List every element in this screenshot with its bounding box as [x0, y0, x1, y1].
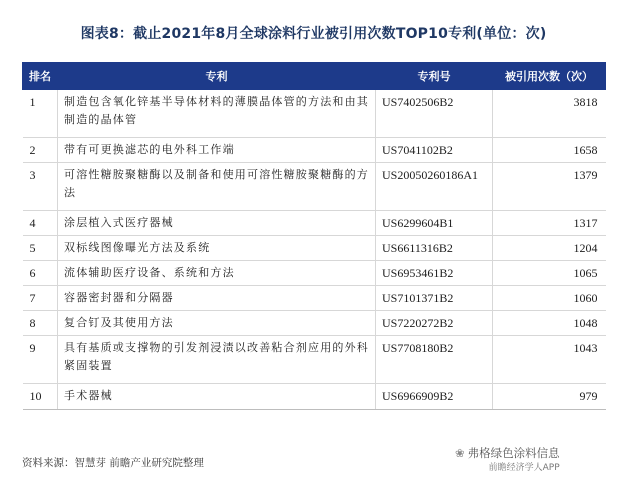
- citation-count-cell: 1043: [493, 336, 606, 384]
- table-row: [23, 286, 606, 311]
- rank-cell: 5: [23, 236, 58, 261]
- table-row: [23, 90, 606, 138]
- header-rank: 排名: [23, 63, 58, 90]
- patent-number-cell: US7402506B2: [376, 90, 493, 138]
- rank-cell: 9: [23, 336, 58, 384]
- patent-name-cell: 制造包含氧化锌基半导体材料的薄膜晶体管的方法和由其制造的晶体管: [58, 90, 376, 138]
- patent-name-cell: 复合钉及其使用方法: [58, 311, 376, 336]
- header-citation-count: 被引用次数（次）: [493, 63, 606, 90]
- patent-name-cell: 流体辅助医疗设备、系统和方法: [58, 261, 376, 286]
- patent-number-cell: US7708180B2: [376, 336, 493, 384]
- watermark-badge: [452, 445, 563, 473]
- citation-count-cell: 1658: [493, 138, 606, 163]
- citation-count-cell: 1204: [493, 236, 606, 261]
- citation-count-cell: 1048: [493, 311, 606, 336]
- source-note: 资料来源：智慧芽 前瞻产业研究院整理: [22, 457, 204, 469]
- patent-name-cell: 涂层植入式医疗器械: [58, 211, 376, 236]
- citation-count-cell: 1065: [493, 261, 606, 286]
- table-row: [23, 261, 606, 286]
- citation-count-cell: 3818: [493, 90, 606, 138]
- table-row: [23, 138, 606, 163]
- rank-cell: 7: [23, 286, 58, 311]
- rank-cell: 1: [23, 90, 58, 138]
- patent-number-cell: US6953461B2: [376, 261, 493, 286]
- wechat-icon: ❀: [455, 446, 465, 460]
- watermark-sub: 前瞻经济学人APP: [488, 463, 560, 473]
- table-row: [23, 311, 606, 336]
- rank-cell: 4: [23, 211, 58, 236]
- table-row: [23, 211, 606, 236]
- rank-cell: 10: [23, 384, 58, 410]
- patent-name-cell: 可溶性糖胺聚糖酶以及制备和使用可溶性糖胺聚糖酶的方法: [58, 163, 376, 211]
- patent-number-cell: US6611316B2: [376, 236, 493, 261]
- patent-number-cell: US7101371B2: [376, 286, 493, 311]
- rank-cell: 3: [23, 163, 58, 211]
- citation-count-cell: 1060: [493, 286, 606, 311]
- citation-count-cell: 1379: [493, 163, 606, 211]
- header-patent-number: 专利号: [376, 63, 493, 90]
- citation-count-cell: 1317: [493, 211, 606, 236]
- table-row: [23, 384, 606, 410]
- patent-name-cell: 双标线图像曝光方法及系统: [58, 236, 376, 261]
- patent-name-cell: 具有基质或支撑物的引发剂浸渍以改善粘合剂应用的外科紧固装置: [58, 336, 376, 384]
- patent-name-cell: 手术器械: [58, 384, 376, 410]
- patent-name-cell: 容器密封器和分隔器: [58, 286, 376, 311]
- rank-cell: 8: [23, 311, 58, 336]
- patent-number-cell: US6299604B1: [376, 211, 493, 236]
- table-row: [23, 163, 606, 211]
- patent-number-cell: US6966909B2: [376, 384, 493, 410]
- table-row: [23, 336, 606, 384]
- table-row: [23, 236, 606, 261]
- patent-name-cell: 带有可更换滤芯的电外科工作端: [58, 138, 376, 163]
- patent-number-cell: US20050260186A1: [376, 163, 493, 211]
- citation-count-cell: 979: [493, 384, 606, 410]
- table-header-row: [23, 63, 606, 90]
- rank-cell: 2: [23, 138, 58, 163]
- watermark-brand: 弗格绿色涂料信息: [467, 446, 560, 460]
- header-patent: 专利: [58, 63, 376, 90]
- rank-cell: 6: [23, 261, 58, 286]
- patent-table: [22, 62, 606, 410]
- patent-number-cell: US7041102B2: [376, 138, 493, 163]
- chart-title: 图表8：截止2021年8月全球涂料行业被引用次数TOP10专利(单位：次): [80, 26, 547, 42]
- patent-number-cell: US7220272B2: [376, 311, 493, 336]
